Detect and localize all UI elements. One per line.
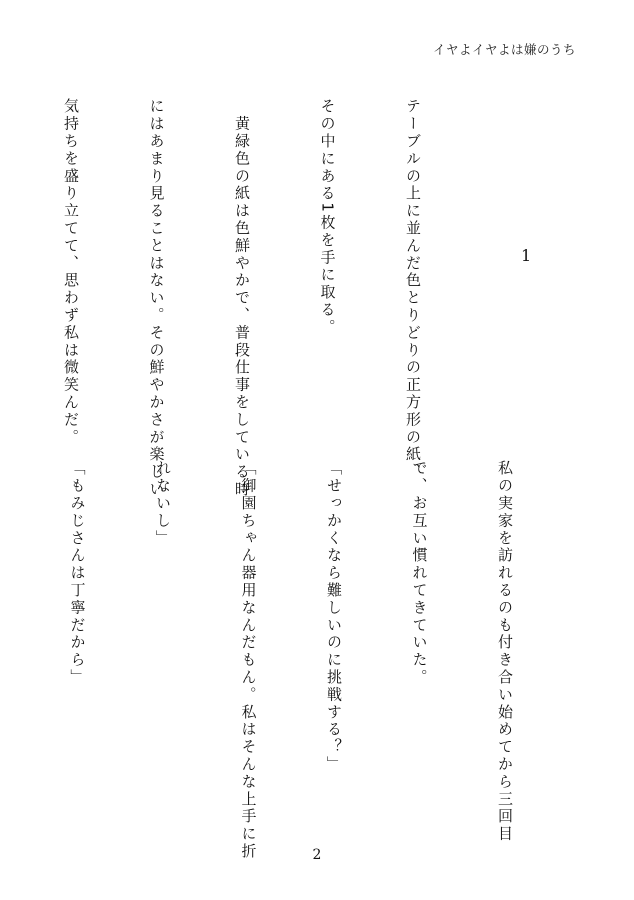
text-line: 「もみじさんは丁寧だから」 xyxy=(68,460,87,687)
text-line: で、お互い慣れてきていた。 xyxy=(410,460,429,687)
text-line: その中にある1枚を手に取る。 xyxy=(318,98,337,337)
text-line: にはあまり見ることはない。その鮮やかさが楽しい xyxy=(147,98,166,499)
text-line: テーブルの上に並んだ色とりどりの正方形の紙、 xyxy=(404,98,422,481)
text-line: 私の実家を訪れるのも付き合い始めてから三回目 xyxy=(496,460,514,843)
page-number: 2 xyxy=(312,847,322,863)
text-column-top xyxy=(0,98,484,499)
chapter-number: 1 xyxy=(521,246,532,265)
text-line: 黄緑色の紙は色鮮やかで、普段仕事をしている時 xyxy=(233,98,251,499)
text-line xyxy=(0,460,6,830)
text-line: れないし」 xyxy=(154,460,172,547)
running-header: イヤよイヤよは嫌のうち xyxy=(432,42,576,57)
text-line: 気持ちを盛り立てて、思わず私は微笑んだ。 xyxy=(62,98,80,446)
text-line: 「御園ちゃん器用なんだもん。私はそんな上手に折 xyxy=(239,460,258,861)
text-line: 「せっかくなら難しいのに挑戦する？」 xyxy=(325,460,343,774)
text-column-bottom xyxy=(0,460,576,861)
